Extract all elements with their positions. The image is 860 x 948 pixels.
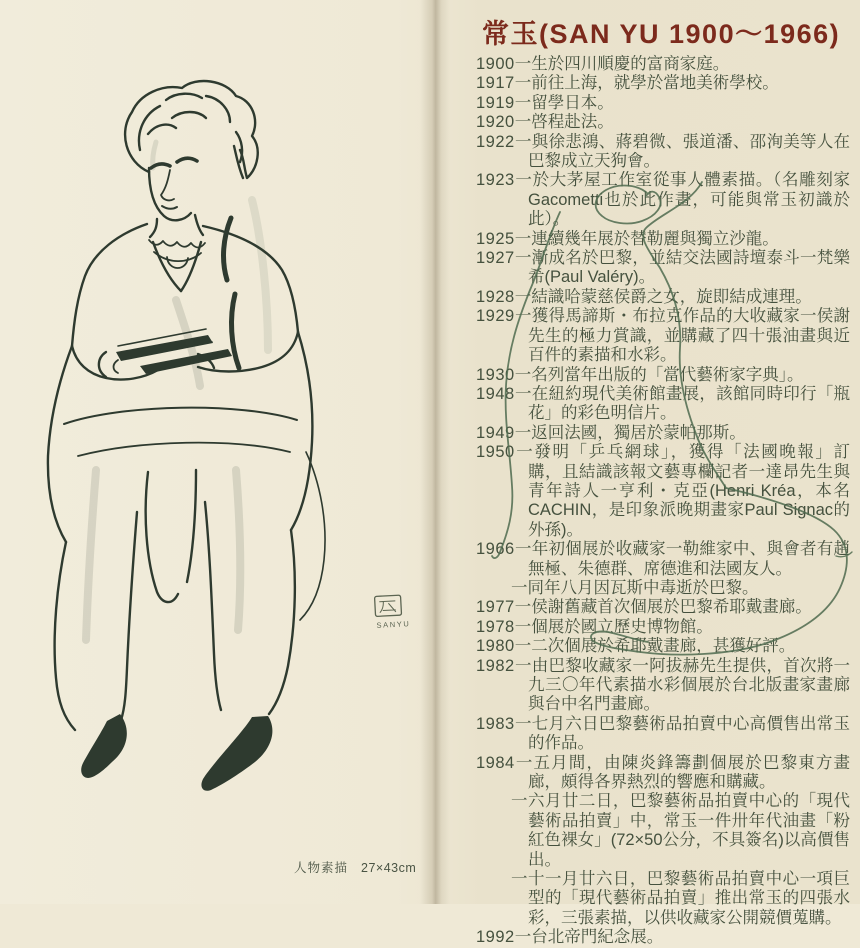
entry-text: 由巴黎收藏家一阿拔赫先生提供，首次將一九三〇年代素描水彩個展於台北版畫家畫廊與台中名門畫廊。 (528, 656, 851, 714)
page-title (482, 12, 840, 51)
entry-dash: 一 (514, 540, 532, 559)
entry-text: 在紐約現代美術館畫展，該館同時印行「瓶花」的彩色明信片。 (528, 384, 851, 423)
entry-dash: 一 (514, 714, 532, 733)
entry-text: 發明「乒乓網球」，獲得「法國晚報」訂購，且結識該報文藝專欄記者一達昂先生與青年詩人一亨利・克亞(Henri Kréa，本名CACHIN，是印象派晚期畫家Paul Signac的外孫)。 (528, 443, 851, 539)
entry-year: 1948 (476, 384, 515, 403)
entry-year: 1977 (476, 598, 515, 617)
entry-year: 1919 (476, 93, 515, 112)
entry-dash: 一 (514, 287, 532, 306)
caption-size: 27×43cm (361, 861, 417, 875)
entry-year: 1984 (476, 753, 515, 772)
timeline-entry (476, 618, 850, 637)
entry-year: 1927 (476, 249, 515, 268)
entry-dash: 一 (511, 792, 528, 811)
timeline-entry (476, 94, 850, 113)
caption-title: 人物素描 (294, 861, 349, 875)
entry-dash: 一 (514, 365, 532, 384)
entry-text: 二次個展於希耶戴畫廊，甚獲好評。 (531, 637, 796, 656)
timeline-entry (476, 792, 850, 870)
entry-dash: 一 (514, 384, 532, 403)
entry-text: 啓程赴法。 (531, 113, 614, 132)
title-name: 常玉 (482, 19, 539, 49)
entry-dash: 一 (514, 637, 532, 656)
entry-dash: 一 (514, 656, 532, 675)
entry-text: 前往上海，就學於當地美術學校。 (531, 74, 779, 93)
entry-text: 七月六日巴黎藝術品拍賣中心高價售出常玉的作品。 (528, 714, 851, 753)
entry-dash: 一 (514, 753, 534, 772)
entry-dash: 一 (514, 443, 535, 462)
timeline-entry (476, 171, 850, 229)
entry-year: 1983 (476, 714, 515, 733)
entry-dash: 一 (514, 171, 533, 190)
entry-year: 1917 (476, 74, 515, 93)
entry-text: 十一月廿六日，巴黎藝術品拍賣中心一項巨型的「現代藝術品拍賣」推出常玉的四張水彩，三張素描，以供收藏家公開競價蒐購。 (527, 870, 851, 927)
entry-text: 侯謝舊藏首次個展於巴黎希耶戴畫廊。 (531, 598, 812, 617)
entry-dash: 一 (511, 870, 528, 889)
entry-text: 個展於國立歷史博物館。 (531, 617, 713, 636)
entry-year: 1949 (476, 423, 515, 442)
timeline-entry (476, 74, 850, 93)
shoes-shape (81, 714, 272, 791)
entry-year: 1950 (476, 443, 515, 462)
entry-year: 1928 (476, 287, 515, 306)
timeline-entry (476, 715, 850, 754)
entry-dash: 一 (514, 132, 532, 151)
figure-drawing (0, 0, 432, 904)
entry-dash: 一 (514, 93, 532, 112)
entry-year: 1982 (476, 656, 515, 675)
left-page (0, 0, 432, 904)
timeline-entry (476, 133, 850, 172)
entry-dash: 一 (514, 617, 532, 636)
timeline-entry (476, 385, 850, 424)
entry-year: 1992 (476, 928, 515, 947)
entry-year: 1929 (476, 307, 515, 326)
entry-text: 與徐悲鴻、蔣碧微、張道潘、邵洵美等人在巴黎成立天狗會。 (528, 132, 851, 171)
entry-year: 1980 (476, 637, 515, 656)
entry-dash: 一 (514, 928, 532, 947)
timeline-entry (476, 754, 850, 793)
entry-year: 1920 (476, 113, 515, 132)
timeline-entry (476, 637, 850, 656)
entry-year: 1930 (476, 365, 515, 384)
timeline-entry (476, 230, 850, 249)
entry-dash: 一 (514, 55, 532, 73)
entry-year: 1900 (476, 55, 515, 73)
timeline-entry (476, 928, 850, 947)
entry-dash: 一 (511, 578, 528, 597)
timeline-entry (476, 55, 850, 74)
seal-signature-text: SANYU (376, 619, 411, 630)
entry-year: 1978 (476, 617, 515, 636)
entry-year: 1925 (476, 229, 515, 248)
timeline (476, 55, 850, 948)
entry-year: 1922 (476, 132, 515, 151)
entry-dash: 一 (514, 74, 532, 93)
timeline-entry (476, 113, 850, 132)
entry-dash: 一 (514, 598, 532, 617)
timeline-entry (476, 540, 850, 579)
timeline-entry (476, 870, 850, 928)
entry-dash: 一 (514, 229, 532, 248)
entry-dash: 一 (514, 113, 532, 132)
title-years: (SAN YU 1900～1966) (539, 19, 841, 49)
entry-text: 漸成名於巴黎，並結交法國詩壇泰斗一梵樂希(Paul Valéry)。 (528, 249, 851, 287)
entry-text: 留學日本。 (531, 93, 614, 112)
entry-text: 獲得馬諦斯・布拉克作品的大收藏家一侯謝先生的極力賞識，並購藏了四十張油畫與近百件的素描和水彩。 (528, 307, 851, 365)
timeline-entry (476, 598, 850, 617)
timeline-entry (476, 307, 850, 365)
timeline-entry (476, 424, 850, 443)
entry-text: 於大茅屋工作室從事人體素描。（名雕刻家Gacometti也於此作畫，可能與常玉初識於此）。 (528, 171, 851, 229)
entry-year: 1966 (476, 540, 515, 559)
entry-dash: 一 (514, 307, 532, 326)
drawing-caption (294, 858, 416, 876)
entry-text: 年初個展於收藏家一勒維家中、與會者有趙無極、朱德群、席德進和法國友人。 (528, 540, 851, 578)
entry-dash: 一 (514, 249, 532, 268)
timeline-entry (476, 366, 850, 385)
entry-text: 連續幾年展於替勒麗與獨立沙龍。 (531, 229, 779, 248)
entry-text: 生於四川順慶的富商家庭。 (531, 55, 730, 73)
entry-text: 返回法國，獨居於蒙帕那斯。 (531, 423, 746, 442)
entry-text: 台北帝門紀念展。 (531, 928, 664, 947)
entry-text: 五月間，由陳炎鋒籌劃個展於巴黎東方畫廊，頗得各界熱烈的響應和購藏。 (528, 753, 851, 792)
entry-text: 同年八月因瓦斯中毒逝於巴黎。 (527, 578, 759, 597)
timeline-entry (476, 288, 850, 307)
entry-text: 結識哈蒙慈侯爵之女，旋即結成連理。 (531, 287, 812, 306)
entry-year: 1923 (476, 171, 515, 190)
entry-text: 名列當年出版的「當代藝術家字典」。 (531, 365, 804, 384)
entry-text: 六月廿二日，巴黎藝術品拍賣中心的「現代藝術品拍賣」中，常玉一件卅年代油畫「粉紅色裸女」(72×50公分，不具簽名)以高價售出。 (527, 792, 851, 869)
entry-dash: 一 (514, 423, 532, 442)
timeline-entry (476, 657, 850, 715)
artist-seal (375, 595, 411, 630)
timeline-entry (476, 443, 850, 540)
timeline-entry (476, 249, 850, 288)
right-page (432, 0, 860, 947)
timeline-entry (476, 579, 850, 598)
